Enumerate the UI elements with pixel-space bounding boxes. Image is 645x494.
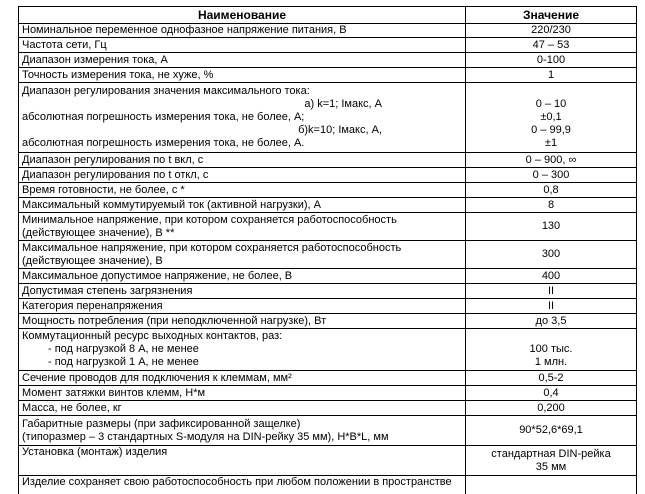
row-value: II [466,299,637,314]
header-name: Наименование [19,7,466,24]
row-name [19,241,466,269]
row-value: 0-100 [466,53,637,68]
table-row [19,241,637,269]
row-name-line: Минимальное напряжение, при котором сохраняется работоспособность [22,213,397,226]
row-value: 130 [466,213,637,241]
row-value: 0,5-2 [466,371,637,386]
row-name: Изделие сохраняет свою работоспособность при любом положении в пространстве [19,476,466,494]
row-value-line: ±0,1 [540,111,562,123]
row-name: Время готовности, не более, с * [19,183,466,198]
row-name-line: (действующее значение), В ** [22,226,175,239]
row-value: 90*52,6*69,1 [466,416,637,446]
row-name: Момент затяжки винтов клемм, Н*м [19,386,466,401]
row-value [466,446,637,476]
row-name: Номинальное переменное однофазное напряжение питания, В [19,24,466,38]
table-row [19,83,637,153]
table-row [19,269,637,284]
row-name: Установка (монтаж) изделия [19,446,466,476]
row-value-line: 1 млн. [534,356,568,368]
row-value-line: 0 – 99,9 [531,124,571,136]
row-value-line: 35 мм [535,460,567,473]
header-row [19,7,637,24]
row-value: до 3,5 [466,314,637,329]
table-row [19,284,637,299]
row-value: II [466,284,637,299]
row-name: Точность измерения тока, не хуже, % [19,68,466,83]
row-name-line: - под нагрузкой 8 А, не менее [48,343,199,355]
row-value: 0,200 [466,401,637,416]
row-name-line: абсолютная погрешность измерения тока, не более, А. [22,137,305,149]
table-row [19,153,637,168]
row-value-line [469,85,633,98]
row-name-line: Габаритные размеры (при зафиксированной защелке) [22,417,301,430]
row-name-line: Коммутационный ресурс выходных контактов, раз: [22,330,283,342]
row-name: Диапазон регулирования по t вкл, с [19,153,466,168]
row-value: 400 [466,269,637,284]
row-name [19,83,466,153]
row-value-line: ±1 [544,137,558,149]
row-value-line: 0 – 10 [535,98,567,110]
table-row [19,183,637,198]
table-row [19,53,637,68]
table-row [19,416,637,446]
row-value: 0 – 300 [466,168,637,183]
row-value: 1 [466,68,637,83]
row-name-line: (типоразмер – 3 стандартных S-модуля на DIN-рейку 35 мм), H*B*L, мм [22,430,389,443]
row-name: Допустимая степень загрязнения [19,284,466,299]
row-name: Максимальное допустимое напряжение, не более, В [19,269,466,284]
row-value: 300 [466,241,637,269]
row-name: Мощность потребления (при неподключенной нагрузке), Вт [19,314,466,329]
row-name [19,213,466,241]
table-row [19,314,637,329]
row-name: Категория перенапряжения [19,299,466,314]
table-row [19,299,637,314]
row-name-line: Диапазон регулирования значения максимального тока: [22,85,310,97]
row-value [466,329,637,371]
row-name-line: Максимальное напряжение, при котором сохраняется работоспособность [22,241,402,254]
table-row [19,213,637,241]
row-value: 47 – 53 [466,38,637,53]
row-name-line: - под нагрузкой 1 А, не менее [48,356,199,368]
table-row [19,401,637,416]
row-value [466,83,637,153]
row-value: 220/230 [466,24,637,38]
row-name: Максимальный коммутируемый ток (активной нагрузки), А [19,198,466,213]
row-name-line: б)k=10; Iмакс, А, [298,124,382,136]
table-row [19,386,637,401]
table-row [19,38,637,53]
table-row [19,446,637,476]
row-name [19,329,466,371]
row-name-line: а) k=1; Iмакс, А [304,98,382,110]
row-name: Масса, не более, кг [19,401,466,416]
table-row [19,168,637,183]
row-name: Сечение проводов для подключения к клеммам, мм² [19,371,466,386]
row-value: 8 [466,198,637,213]
table-row [19,329,637,371]
row-name: Диапазон регулирования по t откл, с [19,168,466,183]
spec-table [18,6,637,494]
table-row [19,24,637,38]
table-row [19,198,637,213]
row-value: 0,4 [466,386,637,401]
row-name: Частота сети, Гц [19,38,466,53]
row-value: 0,8 [466,183,637,198]
table-row [19,371,637,386]
row-value-line: стандартная DIN-рейка [491,447,611,460]
row-name [19,416,466,446]
header-value: Значение [466,7,637,24]
row-value [466,476,637,494]
row-name-line: абсолютная погрешность измерения тока, не более, А; [22,111,305,123]
row-name-line: (действующее значение), В [22,254,163,267]
row-name: Диапазон измерения тока, А [19,53,466,68]
row-value-line [469,330,633,343]
row-value-line: 100 тыс. [529,343,573,355]
row-value: 0 – 900, ∞ [466,153,637,168]
table-row [19,476,637,494]
table-row [19,68,637,83]
